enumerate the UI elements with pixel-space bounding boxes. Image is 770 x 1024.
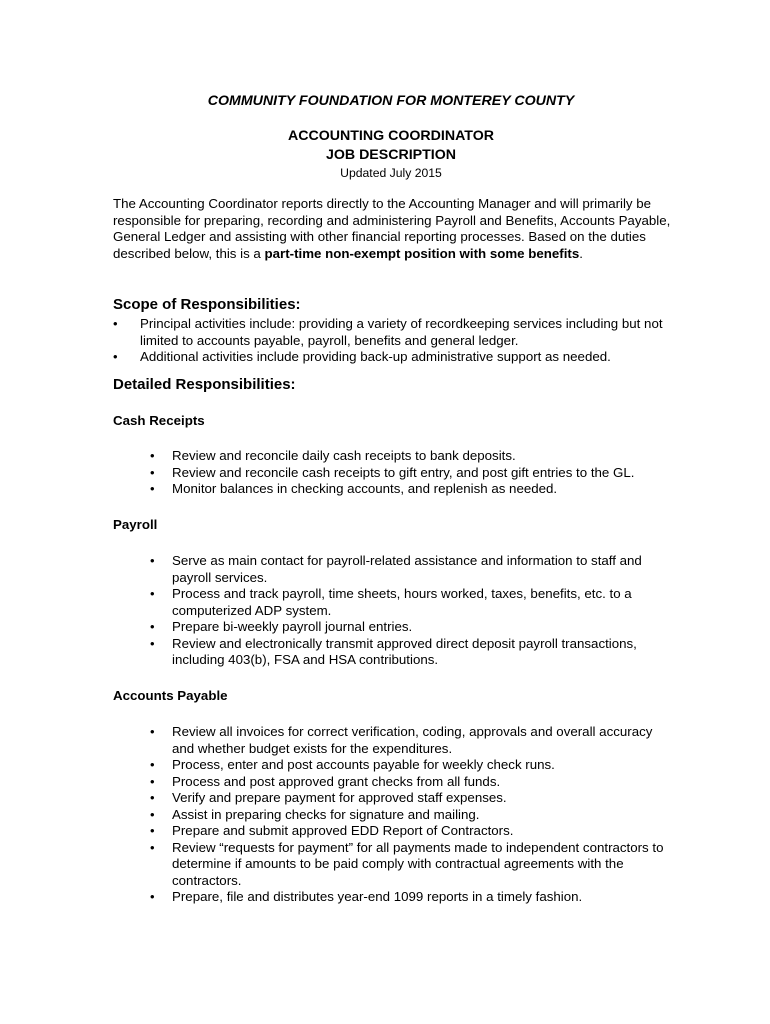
accounts-payable-heading: Accounts Payable xyxy=(113,688,228,703)
list-item xyxy=(150,773,672,791)
document-type: JOB DESCRIPTION xyxy=(325,147,457,163)
bullet-icon: • xyxy=(150,889,155,904)
list-item xyxy=(150,635,672,669)
list-item-text: Assist in preparing checks for signature and mailing. xyxy=(172,806,480,822)
bullet-icon: • xyxy=(113,349,118,364)
list-item xyxy=(150,790,672,807)
list-item-text: Verify and prepare payment for approved staff expenses. xyxy=(172,790,507,805)
list-item xyxy=(150,757,672,774)
list-item xyxy=(150,553,672,586)
list-item xyxy=(150,724,672,757)
accounts-payable-list xyxy=(150,724,672,906)
bullet-icon: • xyxy=(150,790,155,805)
list-item-text: Prepare, file and distributes year-end 1099 reports in a timely fashion. xyxy=(172,889,583,904)
job-title: ACCOUNTING COORDINATOR xyxy=(288,128,494,144)
payroll-list xyxy=(150,553,672,669)
list-item-text: Serve as main contact for payroll-related assistance and information to staff and payroll services. xyxy=(172,553,642,585)
list-item-text: Review and reconcile cash receipts to gift entry, and post gift entries to the GL. xyxy=(172,464,635,480)
bullet-icon: • xyxy=(113,316,118,331)
bullet-icon: • xyxy=(150,481,155,496)
bullet-icon: • xyxy=(150,724,155,739)
list-item xyxy=(150,586,672,619)
intro-text: The Accounting Coordinator reports directly to the Accounting Manager and will primarily be responsible for preparing, recording and administering Payroll and Benefits, Accounts Payable, General Ledger and assisting with other financial reporting processes. Based on the duties described below, this is a xyxy=(113,196,671,261)
bullet-icon: • xyxy=(150,586,155,601)
bullet-icon: • xyxy=(150,635,155,651)
bullet-icon: • xyxy=(150,448,155,463)
scope-heading: Scope of Responsibilities: xyxy=(113,296,301,313)
list-item-text: Monitor balances in checking accounts, and replenish as needed. xyxy=(172,481,558,496)
bullet-icon: • xyxy=(150,464,155,480)
bullet-icon: • xyxy=(150,553,155,568)
list-item xyxy=(150,464,672,482)
list-item xyxy=(150,619,672,636)
list-item xyxy=(150,448,672,465)
payroll-heading: Payroll xyxy=(113,517,158,532)
list-item xyxy=(150,823,672,840)
list-item-text: Review and electronically transmit approved direct deposit payroll transactions, including 403(b), FSA and HSA contributions. xyxy=(172,635,637,667)
list-item-text: Prepare bi-weekly payroll journal entries. xyxy=(172,619,413,634)
updated-date: Updated July 2015 xyxy=(340,166,442,180)
list-item-text: Prepare and submit approved EDD Report of Contractors. xyxy=(172,823,514,838)
bullet-icon: • xyxy=(150,823,155,838)
list-item-text: Process and post approved grant checks from all funds. xyxy=(172,773,501,789)
detailed-heading: Detailed Responsibilities: xyxy=(113,376,296,393)
cash-receipts-heading: Cash Receipts xyxy=(113,413,205,428)
organization-name: COMMUNITY FOUNDATION FOR MONTEREY COUNTY xyxy=(207,93,575,109)
list-item-text: Process and track payroll, time sheets, hours worked, taxes, benefits, etc. to a computerized ADP system. xyxy=(172,586,632,618)
list-item-text: Review “requests for payment” for all payments made to independent contractors to determine if amounts to be paid comply with contractual agreements with the contractors. xyxy=(172,839,664,888)
bullet-icon: • xyxy=(150,773,155,789)
list-item-text: Review all invoices for correct verification, coding, approvals and overall accuracy and whether budget exists for the expenditures. xyxy=(172,724,653,756)
bullet-icon: • xyxy=(150,806,155,822)
list-item xyxy=(150,806,672,824)
bullet-icon: • xyxy=(150,757,155,772)
list-item xyxy=(113,349,680,366)
list-item-text: Principal activities include: providing a variety of recordkeeping services including but not limited to accounts payable, payroll, benefits and general ledger. xyxy=(140,316,663,348)
list-item-text: Additional activities include providing back-up administrative support as needed. xyxy=(140,349,611,364)
scope-list xyxy=(113,316,680,366)
list-item-text: Process, enter and post accounts payable for weekly check runs. xyxy=(172,757,555,772)
list-item xyxy=(113,316,680,349)
list-item xyxy=(150,481,672,498)
intro-paragraph xyxy=(113,196,673,262)
intro-bold-text: part-time non-exempt position with some benefits xyxy=(264,245,580,261)
intro-end: . xyxy=(579,245,583,261)
cash-receipts-list xyxy=(150,448,672,498)
bullet-icon: • xyxy=(150,839,155,855)
list-item xyxy=(150,839,672,890)
list-item xyxy=(150,889,672,906)
list-item-text: Review and reconcile daily cash receipts to bank deposits. xyxy=(172,448,516,463)
bullet-icon: • xyxy=(150,619,155,634)
